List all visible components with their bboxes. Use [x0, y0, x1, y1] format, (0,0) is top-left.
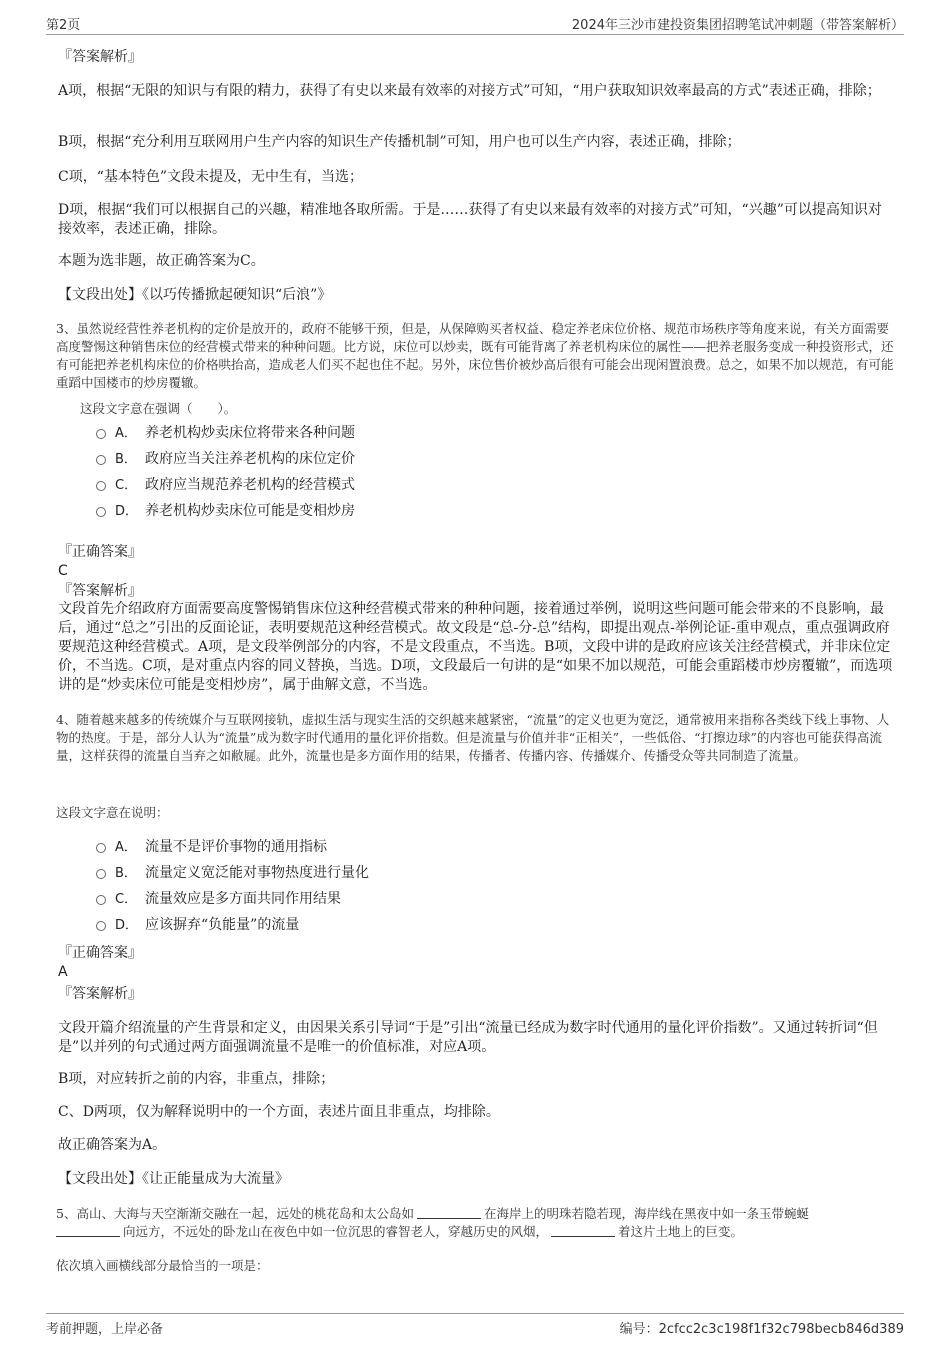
- radio-button[interactable]: [96, 843, 106, 853]
- question-4-option-a[interactable]: A． 流量不是评价事物的通用指标: [96, 838, 327, 857]
- fill-blank-3[interactable]: [551, 1224, 615, 1237]
- correct-answer-heading: 『正确答案』: [58, 544, 142, 560]
- radio-button[interactable]: [96, 869, 106, 879]
- question-4-prompt: 这段文字意在说明：: [56, 805, 169, 820]
- question-3-prompt: 这段文字意在强调（ ）。: [80, 401, 237, 416]
- fill-blank-1[interactable]: [417, 1206, 481, 1219]
- analysis-option-c: C项，“基本特色”文段未提及，无中生有，当选；: [58, 169, 364, 185]
- source-citation: 【文段出处】《以巧传播掀起硬知识“后浪”》: [58, 287, 332, 303]
- page-number: 第2页: [46, 18, 81, 33]
- question-4-option-c[interactable]: C． 流量效应是多方面共同作用结果: [96, 890, 341, 909]
- analysis-heading: 『答案解析』: [58, 583, 142, 599]
- analysis-conclusion: 本题为选非题，故正确答案为C。: [58, 253, 265, 269]
- correct-answer: A: [58, 964, 68, 980]
- question-4-stem: 4、随着越来越多的传统媒介与互联网接轨，虚拟生活与现实生活的交织越来越紧密，“流量”的定义也更为宽泛，通常被用来指称各类线下线上事物、人物的热度。于是，部分人认为“流量”成为数字时代通用的量化评价指数。但是流量与价值并非“正相关”，一些低俗、“打擦边球”的内容也可能获得高流量，这样获得的流量自当弃之如敝屣。此外，流量也是多方面作用的结果，传播者、传播内容、传播媒介、传播受众等共同制造了流量。: [56, 712, 890, 763]
- question-3-option-b[interactable]: B． 政府应当关注养老机构的床位定价: [96, 450, 355, 469]
- analysis-option-a: A项，根据“无限的知识与有限的精力，获得了有史以来最有效率的对接方式”可知，“用户获取知识效率最高的方式”表述正确，排除；: [58, 83, 881, 99]
- question-5-stem: 5、高山、大海与天空渐渐交融在一起，远处的桃花岛和太公岛如 在海岸上的明珠若隐若现，海岸线在黑夜中如一条玉带蜿蜒 向远方，不远处的卧龙山在夜色中如一位沉思的睿智老人，穿越历史的风烟， 着这片土地上的巨变。: [56, 1206, 809, 1239]
- analysis-text: 文段首先介绍政府方面需要高度警惕销售床位这种经营模式带来的种种问题，接着通过举例，说明这些问题可能会带来的不良影响，最后，通过“总之”引出的反面论证，表明要规范这种经营模式。故文段是“总-分-总”结构，即提出观点-举例论证-重申观点，重点强调政府要规范这种经营模式。A项，是文段举例部分的内容，不是文段重点，不当选。B项，文段中讲的是政府应该关注经营模式，并非床位定价，不当选。C项，是对重点内容的同义替换，当选。D项，文段最后一句讲的是“如果不加以规范，可能会重蹈楼市炒房覆辙”，而选项讲的是“炒卖床位可能是变相炒房”，属于曲解文意，不当选。: [58, 601, 893, 693]
- correct-answer: C: [58, 563, 68, 579]
- document-title: 2024年三沙市建投资集团招聘笔试冲刺题（带答案解析）: [571, 18, 904, 33]
- radio-button[interactable]: [96, 429, 106, 439]
- analysis-option-b: B项，根据“充分利用互联网用户生产内容的知识生产传播机制”可知，用户也可以生产内容，表述正确，排除；: [58, 134, 741, 150]
- radio-button[interactable]: [96, 507, 106, 517]
- analysis-text: 文段开篇介绍流量的产生背景和定义，由因果关系引导词“于是”引出“流量已经成为数字时代通用的量化评价指数”。又通过转折词“但是”以并列的句式通过两方面强调流量不是唯一的价值标准，对应A项。: [58, 1020, 878, 1055]
- fill-blank-2[interactable]: [56, 1224, 120, 1237]
- page-footer: [46, 1313, 904, 1336]
- analysis-heading: 『答案解析』: [58, 986, 142, 1002]
- analysis-option-cd: C、D两项，仅为解释说明中的一个方面，表述片面且非重点，均排除。: [58, 1104, 500, 1120]
- footer-slogan: 考前押题，上岸必备: [46, 1322, 164, 1337]
- question-4-option-b[interactable]: B． 流量定义宽泛能对事物热度进行量化: [96, 864, 369, 883]
- analysis-heading: 『答案解析』: [58, 49, 142, 65]
- analysis-conclusion: 故正确答案为A。: [58, 1137, 167, 1153]
- analysis-option-b: B项，对应转折之前的内容，非重点，排除；: [58, 1071, 335, 1087]
- radio-button[interactable]: [96, 481, 106, 491]
- question-3-stem: 3、虽然说经营性养老机构的定价是放开的，政府不能够干预，但是，从保障购买者权益、稳定养老床位价格、规范市场秩序等角度来说，有关方面需要高度警惕这种销售床位的经营模式带来的种种问题。比方说，床位可以炒卖，既有可能背离了养老机构床位的属性——把养老服务变成一种投资形式，还有可能把养老机构床位的价格哄抬高，造成老人们买不起也住不起。另外，床位售价被炒高后很有可能会出现闲置浪费。总之，如果不加以规范，有可能重蹈中国楼市的炒房覆辙。: [56, 321, 894, 390]
- page-header: [46, 14, 904, 35]
- analysis-option-d: D项，根据“我们可以根据自己的兴趣，精准地各取所需。于是……获得了有史以来最有效率的对接方式”可知，“兴趣”可以提高知识对接效率，表述正确，排除。: [58, 202, 882, 237]
- question-5-prompt: 依次填入画横线部分最恰当的一项是：: [56, 1258, 269, 1273]
- correct-answer-heading: 『正确答案』: [58, 945, 142, 961]
- question-4-option-d[interactable]: D． 应该摒弃“负能量”的流量: [96, 916, 299, 935]
- document-id: 编号：2cfcc2c3c198f1f32c798becb846d389: [619, 1322, 904, 1337]
- question-3-option-d[interactable]: D． 养老机构炒卖床位可能是变相炒房: [96, 502, 355, 521]
- source-citation: 【文段出处】《让正能量成为大流量》: [58, 1171, 289, 1187]
- radio-button[interactable]: [96, 921, 106, 931]
- radio-button[interactable]: [96, 895, 106, 905]
- question-3-option-a[interactable]: A． 养老机构炒卖床位将带来各种问题: [96, 424, 355, 443]
- radio-button[interactable]: [96, 455, 106, 465]
- question-3-option-c[interactable]: C． 政府应当规范养老机构的经营模式: [96, 476, 355, 495]
